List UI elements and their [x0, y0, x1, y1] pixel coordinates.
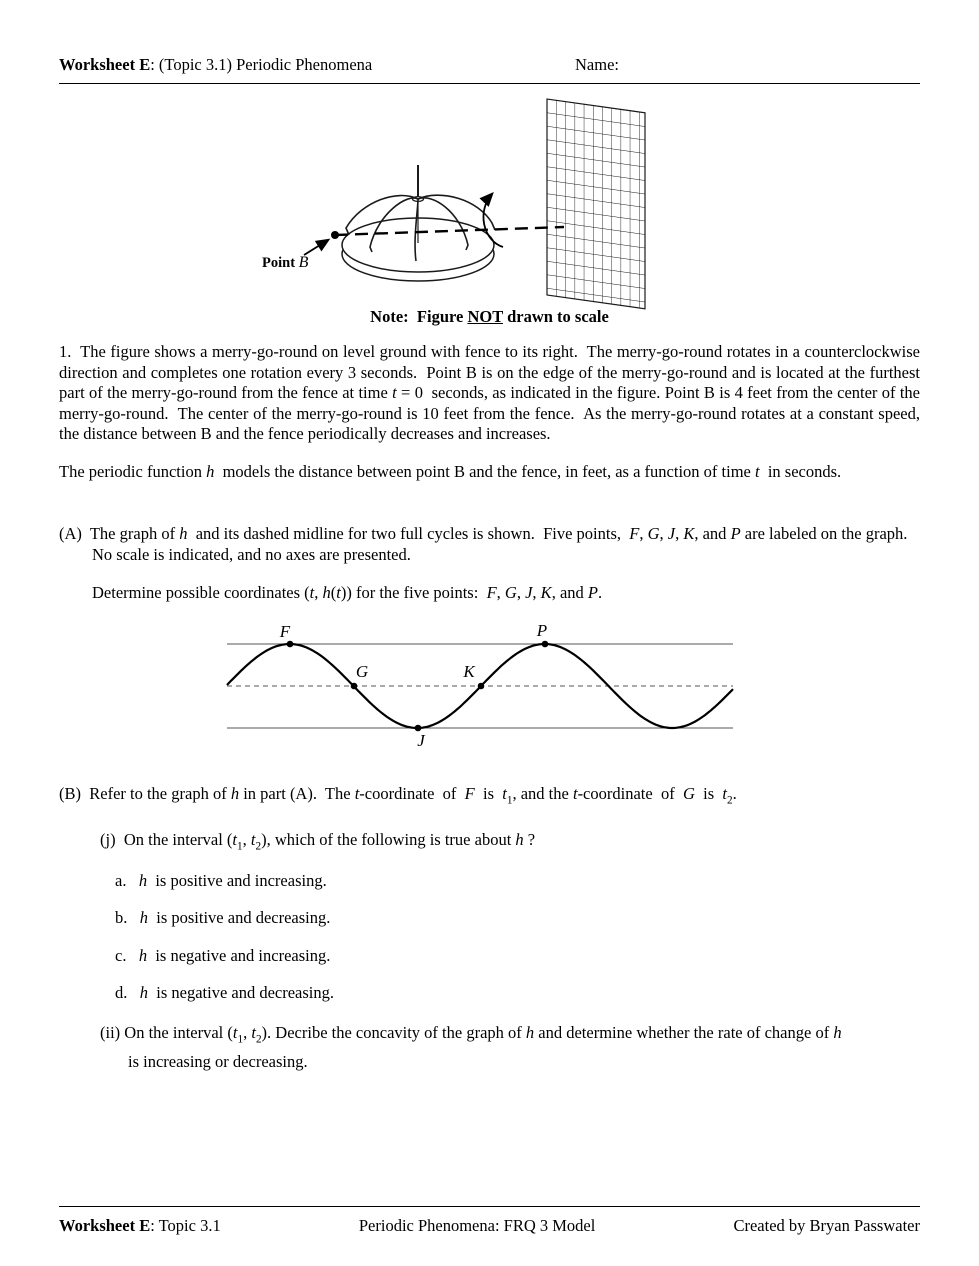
- problem-statement: 1. The figure shows a merry-go-round on level ground with fence to its right. The merry-go-round rotates in a counterclockwise direction and completes one rotation every 3 seconds. Point B is on the edge of the merry-go-round and is located at the furthest part of the merry-go-round from the fence at time t = 0 seconds, as indicated in the figure. Point B is 4 feet from the center of the merry-go-round. The center of the merry-go-round is 10 feet from the fence. As the merry-go-round rotates at a constant speed, the distance between B and the fence periodically decreases and increases.: [59, 342, 925, 444]
- figure-svg: [240, 97, 676, 315]
- option-d: d. h is negative and decreasing.: [115, 983, 335, 1003]
- point-label-k: K: [463, 661, 475, 681]
- point-b-label: Point B: [262, 254, 309, 271]
- question-ii-continued: is increasing or decreasing.: [128, 1051, 308, 1071]
- footer-center: Periodic Phenomena: FRQ 3 Model: [358, 1216, 596, 1235]
- figure-note: Note: Figure NOT drawn to scale: [370, 307, 609, 326]
- point-label-p: P: [536, 623, 548, 640]
- option-c: c. h is negative and increasing.: [115, 945, 331, 965]
- footer-right: Created by Bryan Passwater: [733, 1216, 920, 1235]
- point-label-f: F: [279, 623, 291, 641]
- question-ii: (ii) On the interval ($t_1$, $t_2$). Decribe the concavity of the graph of h and determine whether the rate of change of h: [100, 1022, 842, 1046]
- fence-grid: [547, 99, 645, 309]
- page-title: Worksheet E: (Topic 3.1) Periodic Phenomena: [59, 55, 373, 74]
- footer-left: Worksheet E: Topic 3.1: [59, 1216, 221, 1235]
- header-rule: [59, 83, 920, 84]
- header: [59, 55, 920, 79]
- name-label: Name:: [575, 55, 619, 74]
- part-a-prompt: (A) The graph of h and its dashed midline for two full cycles is shown. Five points, F, G, J, K, and P are labeled on the graph. No scale is indicated, and no axes are presented.: [59, 524, 916, 564]
- graph-svg: [225, 624, 740, 756]
- option-a: a. h is positive and increasing.: [115, 870, 327, 890]
- merry-go-round-figure: [240, 97, 676, 315]
- function-description: The periodic function h models the distance between point B and the fence, in feet, as a function of time t in seconds.: [59, 461, 842, 481]
- point-b-dot: [331, 231, 339, 239]
- point-dot-p: [542, 640, 549, 647]
- point-b-arrow: [304, 240, 328, 255]
- point-dot-k: [478, 682, 485, 689]
- option-b: b. h is positive and decreasing.: [115, 908, 331, 928]
- point-label-j: J: [417, 730, 425, 750]
- point-label-g: G: [355, 661, 369, 681]
- point-dot-g: [351, 682, 358, 689]
- footer: [59, 1202, 920, 1236]
- question-i: (j) On the interval ($t_1$, $t_2$), which of the following is true about h ?: [100, 829, 536, 853]
- part-a-determine: Determine possible coordinates (t, h(t)) for the five points: F, G, J, K, and P.: [92, 583, 603, 603]
- footer-rule: [59, 1206, 920, 1207]
- point-dot-f: [287, 640, 294, 647]
- part-b-prompt: (B) Refer to the graph of h in part (A). The t-coordinate of F is $t_1$, and the t-coordinate of G is $t_2$.: [59, 783, 737, 806]
- function-graph: [225, 624, 740, 756]
